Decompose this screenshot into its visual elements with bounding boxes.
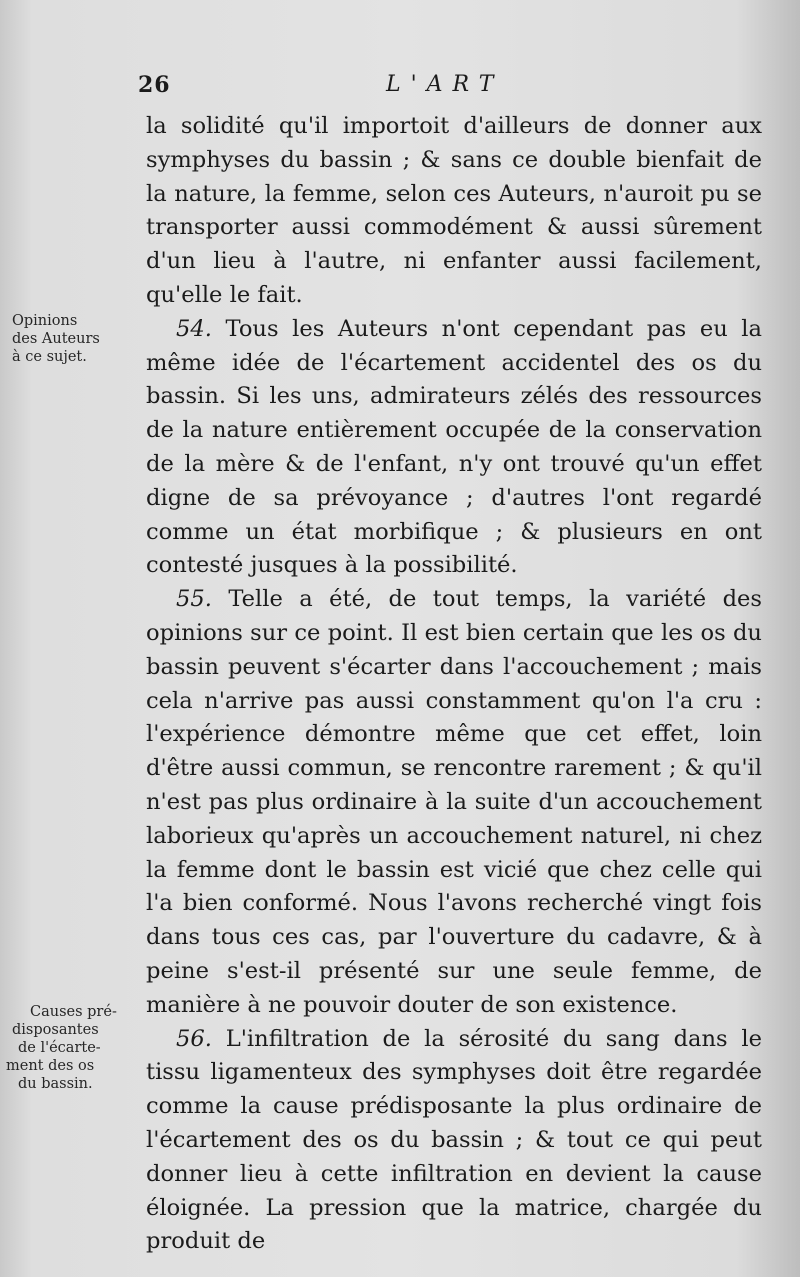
paragraph-number: 55. [176, 586, 212, 613]
margin-note-causes [2, 1003, 152, 1093]
paragraph-continued: la solidité qu'il importoit d'ailleurs de donner aux symphyses du bassin ; & sans ce double bienfait de la nature, la femme, selon ces Auteurs, n'auroit pu se transporter aussi commodément & aussi sûrement d'un lieu à l'autre, ni enfanter aussi facilement, qu'elle le fait. [146, 113, 762, 308]
margin-note-line: ment des os [6, 1058, 95, 1074]
paragraph-number: 54. [176, 315, 212, 342]
page-header [138, 72, 758, 104]
paragraph-number: 56. [176, 1025, 212, 1052]
margin-note-line: de l'écarte- [18, 1040, 101, 1056]
page-number: 26 [138, 72, 171, 98]
margin-note-line: disposantes [12, 1022, 99, 1038]
paragraph-54 [146, 313, 762, 583]
margin-note-line: du bassin. [18, 1076, 93, 1092]
margin-note-line: des Auteurs [12, 331, 100, 347]
margin-note-line: à ce sujet. [12, 349, 87, 365]
running-head: L'ART [386, 72, 504, 97]
body-text [146, 110, 762, 1259]
margin-note-line: Causes pré- [30, 1004, 117, 1020]
paragraph-55 [146, 583, 762, 1022]
paragraph-text: Tous les Auteurs n'ont cependant pas eu la même idée de l'écartement accidentel des os du bassin. Si les uns, admirateurs zélés des ressources de la nature entièrement occupée de la conservation de la mère & de l'enfant, n'y ont trouvé qu'un effet digne de sa prévoyance ; d'autres l'ont regardé comme un état morbifique ; & plusieurs en ont contesté jusques à la possibilité. [146, 315, 762, 579]
margin-note-line: Opinions [12, 313, 78, 329]
paragraph-56 [146, 1023, 762, 1260]
paragraph-text: Telle a été, de tout temps, la variété des opinions sur ce point. Il est bien certain que les os du bassin peuvent s'écarter dans l'accouchement ; mais cela n'arrive pas aussi constamment qu'on l'a cru : l'expérience démontre même que cet effet, loin d'être aussi commun, se rencontre rarement ; & qu'il n'est pas plus ordinaire à la suite d'un accouchement laborieux qu'après un accouchement naturel, ni chez la femme dont le bassin est vicié que chez celle qui l'a bien conformé. Nous l'avons recherché vingt fois dans tous ces cas, par l'ouverture du cadavre, & à peine s'est-il présenté sur une seule femme, de manière à ne pouvoir douter de son existence. [146, 586, 762, 1018]
margin-note-opinions [12, 312, 162, 366]
paragraph-text: L'infiltration de la sérosité du sang dans le tissu ligamenteux des symphyses doit être regardée comme la cause prédisposante la plus ordinaire de l'écartement des os du bassin ; & tout ce qui peut donner lieu à cette infiltration en devient la cause éloignée. La pression que la matrice, chargée du produit de [146, 1025, 763, 1255]
